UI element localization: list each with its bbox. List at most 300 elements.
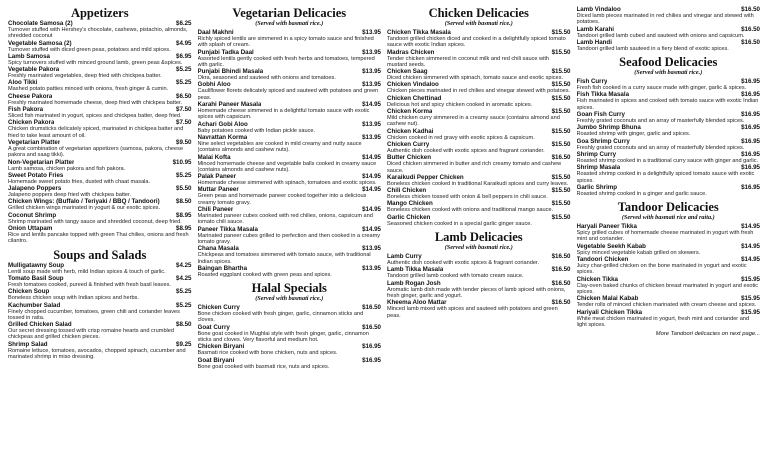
item-name: Shrimp Curry [576, 150, 617, 158]
item-description: Freshly grated coconuts and an array of masterfully blended spices. [576, 144, 745, 151]
item-price: $14.95 [741, 242, 760, 250]
item-price: $14.95 [362, 186, 381, 194]
item-description: Lentil soup made with herb, mild Indian spices & touch of garlic. [8, 268, 166, 275]
menu-item-header [577, 243, 761, 250]
item-name: Sweet Potato Fries [8, 171, 64, 179]
item-description: Minced homemade cheese and vegetable balls cooked in creamy sauce (contains almonds and cashew nuts). [197, 160, 377, 173]
item-name: Chicken Tikka Masala [387, 29, 451, 36]
menu-section [198, 6, 382, 278]
menu-item [198, 68, 382, 81]
menu-item [577, 124, 761, 137]
item-description: Delicious hot and spicy chicken cooked in aromatic spices. [387, 101, 533, 108]
menu-item-header [8, 288, 192, 295]
section-subtitle: (Served with basmati rice.) [444, 20, 513, 27]
item-name: Mango Chicken [387, 200, 433, 208]
item-price: $13.95 [362, 245, 381, 253]
menu-item [577, 138, 761, 151]
item-name: Kachumber Salad [8, 301, 61, 309]
item-price: $15.50 [551, 200, 571, 208]
item-price: $13.95 [362, 120, 381, 128]
menu-item [387, 253, 571, 266]
item-description: Juicy char-grilled chicken on the bone marinated in yogurt and exotic spices. [576, 263, 747, 276]
menu-item [577, 26, 761, 39]
item-description: Chicken cooked in red gravy with exotic spices & capsicum. [387, 134, 535, 141]
menu-item-header [198, 357, 382, 364]
menu-item-header [577, 151, 761, 158]
item-description: Spicy minced vegetable kabab grilled on skewers. [576, 249, 701, 256]
item-price: $15.50 [551, 140, 571, 148]
menu-item-header [198, 101, 382, 108]
menu-item [577, 78, 761, 91]
item-price: $7.50 [176, 106, 192, 114]
item-name: Jumbo Shrimp Bhuna [576, 124, 641, 132]
menu-item-header [198, 304, 382, 311]
item-name: Chicken Korma [387, 108, 433, 116]
menu-item-header [8, 20, 192, 27]
item-name: Vegetable Pakora [8, 66, 60, 74]
menu-item-header [8, 341, 192, 348]
menu-item-header [577, 39, 761, 46]
menu-item-header [387, 128, 571, 135]
item-name: Chicken Kadhai [387, 127, 434, 135]
menu-column [577, 6, 761, 465]
item-name: Chicken Biryani [197, 343, 245, 351]
menu-item [8, 198, 192, 211]
item-description: Marinated paneer cubes cooked with red chilies, onions, capsicum and tomato chili sauce. [197, 213, 373, 226]
item-name: Chicken Soup [8, 288, 50, 296]
item-price: $15.50 [551, 29, 571, 36]
menu-item [387, 49, 571, 69]
item-description: Nine select vegetables are cooked in mild creamy and nutty sauce (contains almonds and cashew nuts). [197, 140, 362, 154]
menu-item-header [8, 66, 192, 73]
item-description: Aromatic lamb dish made with tender pieces of lamb spiced with onions, fresh ginger, garlic and yogurt. [387, 286, 566, 299]
item-price: $16.50 [551, 253, 571, 261]
item-description: Roasted shrimp cooked in a traditional curry sauce with ginger and garlic. [576, 157, 759, 164]
item-name: Muttar Paneer [197, 186, 239, 194]
menu-item-header [387, 299, 571, 306]
item-description: Freshly marinated vegetables, deep fried with chickpea batter. [8, 73, 162, 80]
item-description: Basmati rice cooked with bone chicken, nuts and spices. [197, 350, 338, 357]
item-name: Fish Tikka Masala [576, 91, 630, 99]
item-name: Chicken Pakora [8, 119, 55, 127]
item-price: $13.95 [362, 48, 381, 56]
menu-item [387, 200, 571, 213]
menu-item-header [8, 225, 192, 232]
item-price: $4.25 [176, 261, 192, 269]
item-description: Chickpeas and tomatoes simmered with tomato sauce, with traditional Indian spices. [197, 252, 371, 265]
item-price: $16.95 [362, 343, 381, 351]
menu-item-header [577, 124, 761, 131]
menu-item-header [198, 245, 382, 252]
menu-item-header [577, 26, 761, 33]
item-description: Tandoori grilled chicken diced and cooked in a delightfully spiced tomato sauce with exotic Indian spices. [387, 36, 566, 49]
item-description: Spicy grilled cubes of homemade cheese marinated in yogurt with fresh mint and coriander. [576, 230, 754, 243]
item-description: Tandoori grilled lamb cubed and sauteed with onions and capsicum. [576, 32, 745, 39]
item-price: $15.50 [551, 127, 571, 135]
menu-item-header [8, 79, 192, 86]
menu-item-header [577, 78, 761, 85]
menu-item [577, 256, 761, 276]
item-name: Lamb Rogan Josh [387, 279, 441, 287]
item-description: Homemade sweet potato fries, dusted with chaat masala. [8, 178, 151, 185]
item-description: Boneless chicken tossed with onion & bell peppers in chili sauce. [387, 194, 548, 201]
item-price: $10.95 [172, 158, 192, 166]
menu-item [8, 106, 192, 119]
menu-item [387, 81, 571, 94]
item-price: $13.95 [362, 81, 381, 89]
menu-column [8, 6, 192, 465]
menu-item [198, 101, 382, 121]
item-price: $16.50 [362, 323, 381, 331]
menu-item [8, 40, 192, 53]
item-name: Vegetable Seekh Kabab [576, 242, 646, 250]
item-price: $16.95 [741, 91, 760, 99]
item-price: $8.50 [176, 198, 192, 206]
menu-section [577, 200, 761, 328]
menu-item-header [387, 108, 571, 115]
item-description: Finely chopped cucumber, tomatoes, green chili and coriander leaves tossed in raita. [8, 308, 180, 321]
menu-item [577, 111, 761, 124]
section-title: Chicken Delicacies [428, 6, 529, 20]
item-description: Authentic dish cooked with exotic spices & fragrant coriander. [387, 260, 540, 267]
item-price: $15.95 [741, 295, 760, 303]
item-price: $16.95 [741, 183, 760, 191]
item-price: $14.95 [741, 256, 760, 264]
menu-item [387, 128, 571, 141]
menu-item [387, 108, 571, 128]
item-name: Lamb Samosa [8, 52, 50, 60]
item-price: $16.50 [741, 38, 760, 46]
section-title: Halal Specials [251, 281, 327, 296]
menu-item-header [8, 321, 192, 328]
item-price: $16.95 [362, 356, 381, 364]
item-name: Goat Biryani [197, 356, 235, 364]
menu-item-header [198, 81, 382, 88]
menu-item [8, 53, 192, 66]
item-price: $15.50 [551, 213, 571, 221]
item-name: Hariyali Chicken Tikka [576, 308, 643, 316]
item-description: Homemade cheese simmered with spinach, tomatoes and exotic spices. [197, 180, 377, 187]
item-price: $16.50 [551, 279, 571, 287]
section-title: Vegetarian Delicacies [232, 6, 347, 20]
menu-item [198, 357, 382, 370]
menu-item [387, 68, 571, 81]
item-description: Shrimp marinated with tangy sauce and shredded coconut, deep fried. [8, 218, 182, 225]
item-name: Garlic Chicken [387, 213, 431, 221]
item-price: $15.95 [741, 308, 760, 316]
menu-item-header [8, 53, 192, 60]
item-name: Paneer Tikka Masala [197, 225, 258, 233]
menu-item-header [198, 206, 382, 213]
menu-item [387, 154, 571, 174]
item-name: Chicken Wings: (Buffalo / Teriyaki / BBQ / Tandoori) [8, 198, 160, 206]
menu-item [387, 187, 571, 200]
menu-item [8, 119, 192, 139]
menu-item [198, 134, 382, 154]
item-description: Diced lamb pieces marinated in red chilies and vinegar and stewed with potatoes. [576, 13, 754, 26]
menu-item-header [387, 68, 571, 75]
item-description: Clay-oven baked chunks of chicken breast marinated in yogurt and exotic spices. [576, 282, 759, 295]
menu-item-header [8, 40, 192, 47]
menu-item-header [387, 141, 571, 148]
menu-section [387, 6, 571, 227]
menu-section [387, 230, 571, 319]
menu-item-header [198, 29, 382, 36]
menu-item-header [577, 223, 761, 230]
item-description: Mashed potato patties minced with onions, fresh ginger & cumin. [8, 86, 169, 93]
item-description: Freshly marinated homemade cheese, deep fried with chickpea batter. [8, 99, 183, 106]
menu-item-header [387, 95, 571, 102]
menu-item [198, 245, 382, 265]
menu-item [577, 223, 761, 243]
menu-item [198, 154, 382, 174]
menu-column [198, 6, 382, 465]
menu-item [8, 302, 192, 322]
item-name: Chicken Chettinad [387, 94, 442, 102]
menu-item-header [8, 198, 192, 205]
menu-item-header [577, 111, 761, 118]
item-price: $15.50 [551, 94, 571, 102]
menu-item [8, 93, 192, 106]
menu-item [198, 206, 382, 226]
item-price: $13.95 [362, 133, 381, 141]
item-description: Romaine lettuce, tomatoes, avocados, chopped spinach, cucumber and marinated shrimp in miso dressing. [8, 347, 186, 361]
item-name: Chicken Curry [197, 304, 240, 312]
item-name: Coconut Shrimp [8, 211, 57, 219]
item-name: Shrimp Salad [8, 340, 48, 348]
menu-item [8, 225, 192, 245]
item-price: $4.95 [176, 39, 192, 47]
section-title: Soups and Salads [53, 247, 147, 262]
menu-item-header [387, 200, 571, 207]
menu-section [8, 248, 192, 361]
menu-item [8, 321, 192, 341]
item-description: Cauliflower florets delicately spiced and sauteed with potatoes and green peas. [197, 88, 379, 101]
menu-item-header [8, 93, 192, 100]
item-description: Tandoori grilled lamb sauteed in a fiery blend of exotic spices. [576, 45, 729, 52]
menu-item [198, 173, 382, 186]
item-price: $13.95 [362, 68, 381, 76]
menu-item-header [577, 138, 761, 145]
menu-item-header [387, 187, 571, 194]
menu-item-header [387, 253, 571, 260]
menu-item [387, 280, 571, 300]
item-description: White meat chicken marinated in yogurt, fresh mint and coriander and light spices. [576, 315, 750, 328]
menu-item-header [198, 49, 382, 56]
item-price: $5.25 [176, 171, 192, 179]
item-name: Chocolate Samosa (2) [8, 20, 73, 27]
item-name: Tomato Basil Soup [8, 274, 64, 282]
menu-item-header [8, 106, 192, 113]
item-price: $13.95 [362, 29, 381, 36]
item-name: Non-Vegetarian Platter [8, 158, 75, 166]
menu-item [8, 288, 192, 301]
menu-item [198, 343, 382, 356]
item-name: Lamb Vindaloo [576, 6, 621, 13]
item-name: Achari Gobi Aloo [197, 120, 248, 128]
item-name: Madras Chicken [387, 48, 435, 56]
item-price: $14.95 [362, 225, 381, 233]
item-price: $16.50 [551, 299, 571, 307]
item-description: Fresh fish cooked in a curry sauce made with ginger, garlic & spices. [576, 85, 747, 92]
menu-item-header [198, 186, 382, 193]
menu-item-header [577, 91, 761, 98]
item-description: Green peas and homemade paneer cooked together into a delicious creamy tomato gravy. [197, 193, 367, 206]
item-price: $14.95 [362, 101, 381, 109]
menu-item-header [387, 29, 571, 36]
item-name: Palak Paneer [197, 173, 237, 181]
item-price: $16.95 [741, 137, 760, 145]
item-price: $4.25 [176, 274, 192, 282]
item-name: Chili Chicken [387, 187, 427, 195]
item-name: Vegetarian Platter [8, 138, 61, 146]
item-name: Lamb Karahi [576, 25, 614, 33]
menu-item-header [8, 275, 192, 282]
menu-page [4, 4, 764, 467]
item-name: Karaikudi Pepper Chicken [387, 173, 464, 181]
item-description: Diced chicken simmered in butter and rich creamy tomato and cashew sauce. [387, 161, 562, 174]
menu-item [198, 265, 382, 278]
menu-item [198, 121, 382, 134]
item-name: Jalapeno Poppers [8, 185, 62, 193]
item-description: Grilled chicken wings marinated in yogurt & our exotic spices. [8, 205, 161, 212]
menu-item [387, 29, 571, 49]
menu-item-header [387, 214, 571, 221]
item-description: Our secret dressing tossed with crisp romaine hearts and crumbled chickpeas and grilled chicken pieces. [8, 328, 175, 341]
item-name: Kheema Aloo Mattar [387, 299, 447, 307]
item-name: Shrimp Masala [576, 164, 621, 172]
menu-item-header [577, 309, 761, 316]
menu-item [198, 226, 382, 246]
item-price: $16.95 [741, 111, 760, 119]
item-price: $6.50 [176, 92, 192, 100]
menu-item-header [387, 154, 571, 161]
section-subtitle: (Served with basmati rice and raita.) [621, 214, 715, 222]
item-description: Turnover stuffed with diced green peas, potatoes and mild spices. [8, 46, 171, 53]
item-name: Butter Chicken [387, 154, 432, 162]
item-description: Fish marinated in spices and cooked with tomato sauce with exotic Indian spices. [576, 98, 759, 111]
menu-item-header [577, 276, 761, 283]
item-description: Boneless chicken cooked in traditional Karaikudi spices and curry leaves. [387, 180, 569, 187]
item-price: $15.50 [551, 68, 571, 76]
menu-item [8, 341, 192, 361]
item-name: Onion Uttapam [8, 225, 53, 233]
item-name: Navrattan Korma [197, 133, 248, 141]
item-price: $15.50 [551, 187, 571, 195]
item-name: Tandoori Chicken [576, 256, 629, 264]
menu-item-header [198, 68, 382, 75]
menu-item [198, 324, 382, 344]
menu-section [577, 55, 761, 197]
item-description: Authentic dish cooked with exotic spices and fragrant coriander. [387, 147, 545, 154]
item-name: Goa Shrimp Curry [576, 137, 630, 145]
menu-item-header [198, 226, 382, 233]
item-description: Minced lamb mixed with spices and sauteed with potatoes and green peas. [387, 306, 558, 319]
item-price: $5.25 [176, 79, 192, 87]
section-title: Lamb Delicacies [434, 230, 523, 245]
item-description: Roasted eggplant cooked with green peas and spices. [197, 271, 332, 278]
item-name: Fish Pakora [8, 106, 44, 114]
section-title: Seafood Delicacies [619, 55, 718, 70]
item-name: Chicken Saag [387, 68, 428, 76]
item-price: $16.50 [741, 25, 760, 33]
item-description: Bone goat cooked in Mughlai style with fresh ginger, garlic, cinnamon sticks and cloves. Very flavorful and medium hot. [197, 330, 369, 344]
menu-item [387, 214, 571, 227]
menu-item [387, 95, 571, 108]
item-description: Bone chicken cooked with fresh ginger, garlic, cinnamon sticks and cloves. [197, 311, 364, 324]
item-name: Punjabi Tadka Daal [197, 48, 254, 56]
section-title: Tandoor Delicacies [617, 200, 719, 215]
menu-section [577, 6, 761, 52]
item-name: Lamb Handi [576, 38, 612, 46]
menu-item-header [198, 265, 382, 272]
item-price: $16.95 [741, 150, 760, 158]
item-price: $16.50 [741, 6, 760, 13]
menu-item [198, 304, 382, 324]
item-description: Assorted lentils gently cooked with fresh herbs and tomatoes, tempered with garlic. [197, 55, 375, 68]
item-description: Freshly grated coconuts and an array of masterfully blended spices. [576, 118, 745, 125]
menu-item-header [387, 81, 571, 88]
item-description: Boneless chicken cooked with onions and traditional mango sauce. [387, 207, 554, 214]
menu-item-header [8, 185, 192, 192]
menu-item-header [198, 154, 382, 161]
item-description: Chicken drumsticks delicately spiced, marinated in chickpea batter and fried to take least amount of oil. [8, 126, 184, 139]
menu-item [8, 139, 192, 159]
menu-item-header [577, 184, 761, 191]
menu-column [387, 6, 571, 465]
item-description: Okra, seasoned and sauteed with onions and tomatoes. [197, 75, 336, 82]
menu-item-header [8, 302, 192, 309]
menu-item [577, 91, 761, 111]
menu-item-header [8, 159, 192, 166]
menu-item [8, 185, 192, 198]
menu-item [387, 299, 571, 319]
menu-item-header [198, 343, 382, 350]
item-price: $5.25 [176, 288, 192, 296]
item-name: Chicken Malai Kabab [576, 295, 639, 303]
menu-item [577, 151, 761, 164]
item-description: Roasted shrimp cooked in a delightfully spiced tomato sauce with exotic spices. [576, 171, 755, 184]
menu-section [8, 6, 192, 245]
menu-item [577, 39, 761, 52]
item-price: $9.50 [176, 138, 192, 146]
menu-item-header [8, 172, 192, 179]
item-description: Jalapeno poppers deep fried with chickpea batter. [8, 192, 132, 199]
menu-item [577, 184, 761, 197]
item-price: $15.50 [551, 108, 571, 116]
item-name: Goat Curry [197, 323, 230, 331]
item-name: Goan Fish Curry [576, 111, 625, 119]
item-description: Tender rolls of minced chicken marinated with cream cheese and spices. [576, 302, 757, 309]
item-description: Diced chicken simmered with spinach, tomato sauce and exotic spices. [387, 75, 563, 82]
item-name: Punjabi Bhindi Masala [197, 68, 264, 76]
menu-item [198, 49, 382, 69]
item-price: $14.95 [362, 173, 381, 181]
menu-item [8, 275, 192, 288]
menu-item [8, 20, 192, 40]
item-name: Haryali Paneer Tikka [576, 223, 637, 231]
menu-item [577, 276, 761, 296]
section-subtitle: (Served with basmati rice.) [255, 20, 324, 27]
menu-item-header [577, 295, 761, 302]
item-description: Roasted shrimp with ginger, garlic and spices. [576, 131, 691, 138]
item-name: Chili Paneer [197, 206, 234, 214]
item-name: Vegetable Samosa (2) [8, 39, 72, 47]
footer-note: More Tandoori delicacies on next page... [655, 331, 760, 338]
item-price: $13.95 [362, 264, 381, 272]
item-price: $15.95 [741, 275, 760, 283]
menu-item-header [387, 266, 571, 273]
